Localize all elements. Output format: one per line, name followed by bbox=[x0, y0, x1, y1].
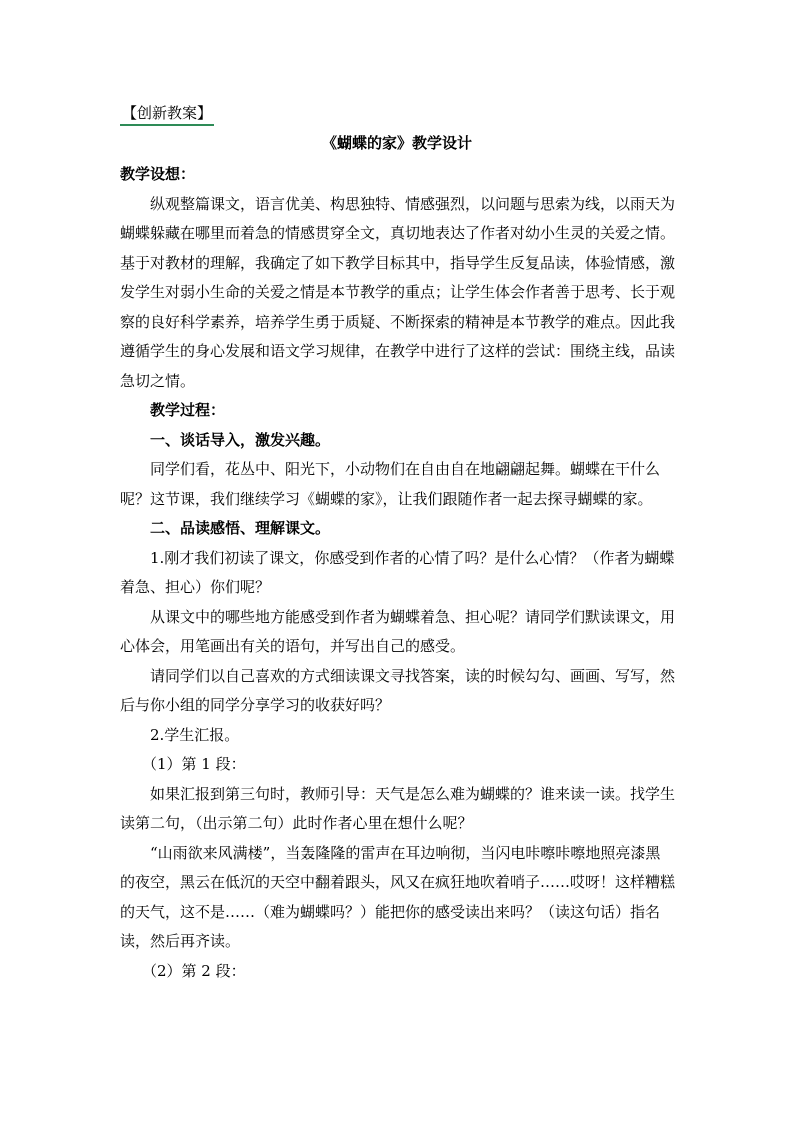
paragraph-part-1: （1）第 1 段： bbox=[142, 755, 246, 773]
paragraph-step-2: 2.学生汇报。 bbox=[150, 725, 240, 744]
document-body bbox=[120, 160, 675, 986]
paragraph-intro: 同学们看，花丛中、阳光下，小动物们在自由自在地翩翩起舞。蝴蝶在干什么呢？这节课，我们继续学习《蝴蝶的家》，让我们跟随作者一起去探寻蝴蝶的家。 bbox=[120, 460, 661, 508]
heading-section-1: 一、谈话导入，激发兴趣。 bbox=[150, 430, 331, 449]
heading-teaching-process: 教学过程： bbox=[150, 401, 226, 419]
section-tag: 【创新教案】 bbox=[120, 104, 214, 126]
heading-teaching-idea: 教学设想： bbox=[120, 165, 196, 183]
paragraph-step-1: 1.刚才我们初读了课文，你感受到作者的心情了吗？是什么心情？（作者为蝴蝶着急、担心）你们呢？ bbox=[120, 548, 675, 596]
heading-section-2: 二、品读感悟、理解课文。 bbox=[150, 519, 331, 537]
paragraph-guide: 如果汇报到第三句时，教师引导：天气是怎么难为蝴蝶的？谁来读一读。找学生读第二句，（出示第二句）此时作者心里在想什么呢？ bbox=[120, 784, 676, 832]
document-title: 《蝴蝶的家》教学设计 bbox=[321, 134, 472, 152]
paragraph-part-2: （2）第 2 段： bbox=[142, 961, 246, 980]
paragraph-idea: 纵观整篇课文，语言优美、构思独特、情感强烈，以问题与思索为线，以雨天为蝴蝶躲藏在哪里而着急的情感贯穿全文，真切地表达了作者对幼小生灵的关爱之情。 基于对教材的理解，我确定了如下教学目标其中，指导学生反复品读，体验情感，激发学生对弱小生命的关爱之情是本节教学的重点；让学生体会作者善于思考、长于观察的良好科学素养，培养学生勇于质疑、不断探索的精神是本节教学的难点。因此我遵循学生的身心发展和语文学习规律，在教学中进行了这样的尝试：围绕主线，品读急切之情。 bbox=[120, 194, 676, 390]
paragraph-read-silently: 从课文中的哪些地方能感受到作者为蝴蝶着急、担心呢？请同学们默读课文，用心体会，用笔画出有关的语句，并写出自己的感受。 bbox=[120, 607, 676, 655]
paragraph-storm: “山雨欲来风满楼”，当轰隆隆的雷声在耳边响彻，当闪电咔嚓咔嚓地照亮漆黑的夜空，黑云在低沉的天空中翻着跟头，风又在疯狂地吹着哨子……哎呀！这样糟糕的天气，这不是……（难为蝴蝶吗？）能把你的感受读出来吗？（读这句话）指名读，然后再齐读。 bbox=[120, 843, 676, 950]
paragraph-read-carefully: 请同学们以自己喜欢的方式细读课文寻找答案，读的时候勾勾、画画、写写，然后与你小组的同学分享学习的收获好吗？ bbox=[120, 666, 676, 714]
